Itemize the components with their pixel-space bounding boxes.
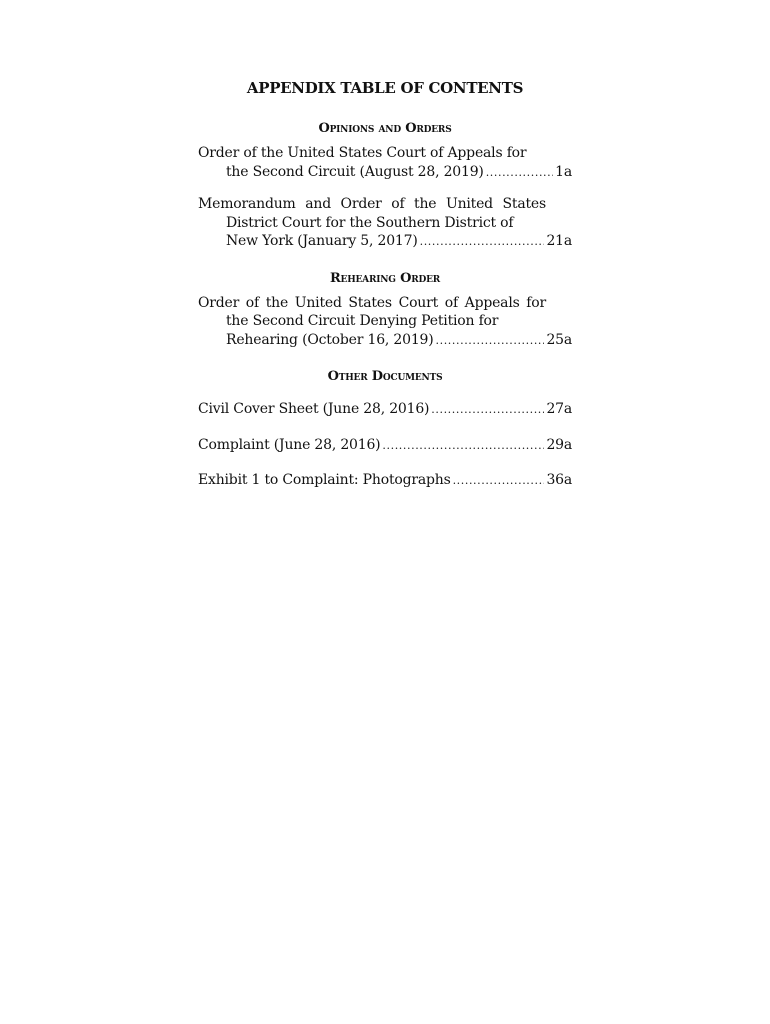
dot-leader — [486, 164, 553, 183]
entry-title: Civil Cover Sheet (June 28, 2016) — [198, 401, 430, 417]
section-heading: Other Documents — [327, 369, 443, 384]
entry-title-end: the Second Circuit (August 28, 2019) — [226, 163, 484, 180]
entry-leader-line — [198, 232, 572, 252]
page-number: 25a — [546, 331, 572, 348]
page-number: 29a — [546, 436, 572, 453]
section-opinions-and-orders — [198, 120, 572, 252]
dot-leader — [420, 233, 545, 252]
entry-title-end: Rehearing (October 16, 2019) — [226, 331, 434, 348]
toc-entry — [198, 195, 572, 252]
entry-leader-line — [198, 331, 572, 351]
section-other-documents — [198, 368, 572, 491]
dot-leader — [382, 437, 544, 456]
toc-entry — [198, 400, 572, 420]
appendix-toc — [198, 78, 572, 509]
page-number: 36a — [546, 472, 572, 488]
entry-title-end: New York (January 5, 2017) — [226, 233, 418, 249]
entry-leader-line — [198, 436, 572, 456]
toc-entry — [198, 144, 572, 182]
dot-leader — [436, 332, 545, 351]
entry-title: Order of the United States Court of Appeals for the Second Circuit Denying Petition for — [198, 294, 546, 329]
toc-entry — [198, 436, 572, 456]
page-number: 27a — [546, 401, 572, 417]
entry-title: Order of the United States Court of Appeals for — [198, 145, 527, 161]
page-number: 1a — [555, 163, 572, 180]
toc-entry — [198, 294, 572, 351]
entry-title: Complaint (June 28, 2016) — [198, 436, 381, 453]
page-title: APPENDIX TABLE OF CONTENTS — [246, 79, 524, 97]
section-rehearing-order — [198, 270, 572, 351]
dot-leader — [453, 472, 545, 491]
entry-leader-line — [198, 400, 572, 420]
toc-entry — [198, 471, 572, 491]
dot-leader — [431, 401, 544, 420]
page-number: 21a — [546, 233, 572, 249]
entry-leader-line — [198, 471, 572, 491]
entry-title: Exhibit 1 to Complaint: Photographs — [198, 472, 451, 488]
entry-leader-line — [198, 163, 572, 183]
entry-title: Memorandum and Order of the United States District Court for the Southern District of — [198, 196, 546, 231]
section-heading: Rehearing Order — [329, 270, 441, 286]
section-heading: Opinions and Orders — [318, 121, 452, 136]
